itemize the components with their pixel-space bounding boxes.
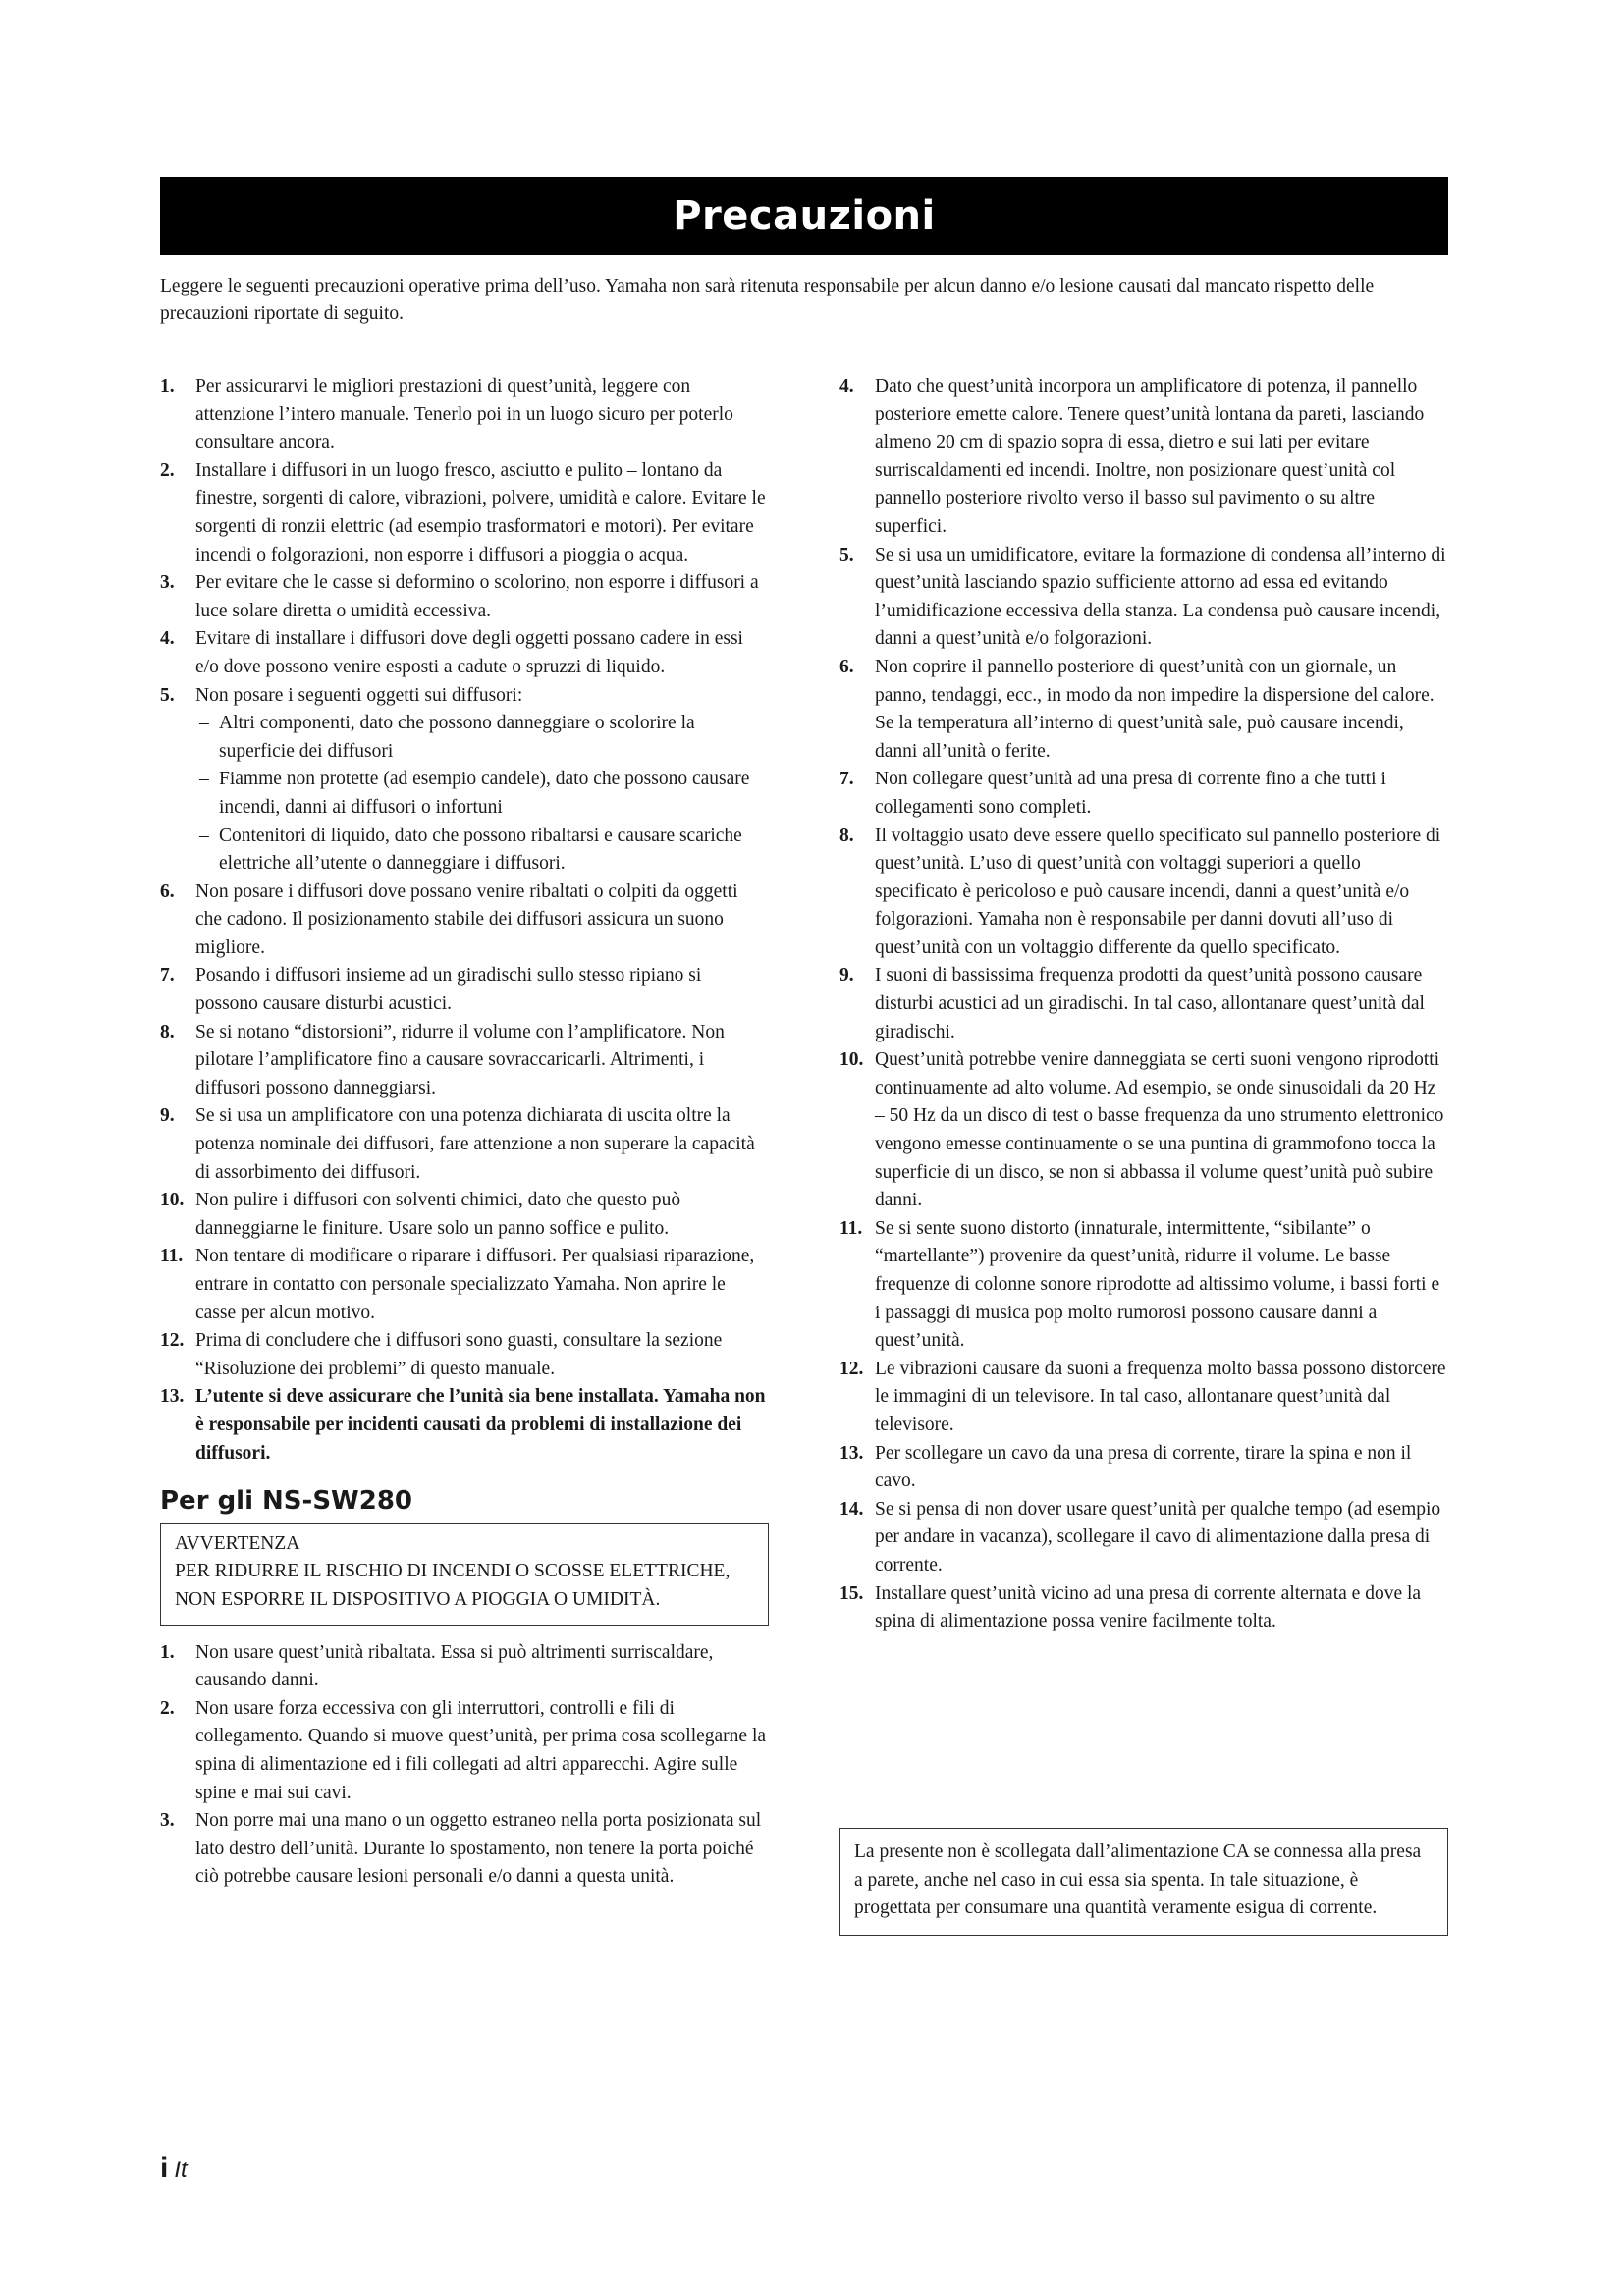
section-list <box>160 1639 769 1892</box>
list-item: 10. Non pulire i diffusori con solventi chimici, dato che questo può danneggiarne le finiture. Usare solo un panno soffice e pulito. <box>160 1190 681 1239</box>
list-item: 3. Per evitare che le casse si deformino o scolorino, non esporre i diffusori a luce solare diretta o umidità eccessiva. <box>160 572 759 621</box>
precautions-list-left <box>160 373 769 1468</box>
page-title: Precauzioni <box>673 193 936 239</box>
list-item: 14. Se si pensa di non dover usare quest’unità per qualche tempo (ad esempio per andare in vacanza), scollegare il cavo di alimentazione dalla presa di corrente. <box>839 1498 1441 1575</box>
list-item: 7. Non collegare quest’unità ad una presa di corrente fino a che tutti i collegamenti sono completi. <box>839 769 1386 818</box>
list-item: 1. Non usare quest’unità ribaltata. Essa si può altrimenti surriscaldare, causando danni. <box>160 1641 714 1691</box>
sub-list-item: – Altri componenti, dato che possono danneggiare o scolorire la superficie dei diffusori <box>199 713 695 762</box>
list-item: 8. Il voltaggio usato deve essere quello specificato sul pannello posteriore di quest’unità. L’uso di quest’unità con voltaggi superiori a quello specificato è pericoloso e può causare incendi, danni a quest’unità e/o folgorazioni. Yamaha non è responsabile per danni dovuti all’uso di quest’unità con un voltaggio differente da quello specificato. <box>839 825 1441 958</box>
list-item: 9. I suoni di bassissima frequenza prodotti da quest’unità possono causare disturbi acustici ad un giradischi. In tal caso, allontanare quest’unità dal giradischi. <box>839 965 1425 1042</box>
sub-list <box>195 710 769 879</box>
notice-box: La presente non è scollegata dall’alimentazione CA se connessa alla presa a parete, anche nel caso in cui essa sia spenta. In tale situazione, è progettata per consumare una quantità veramente esigua di corrente. <box>839 1828 1448 1936</box>
list-item: 12. Le vibrazioni causare da suoni a frequenza molto bassa possono distorcere le immagini di un televisore. In tal caso, allontanare quest’unità dal televisore. <box>839 1358 1446 1435</box>
list-item: 4. Evitare di installare i diffusori dove degli oggetti possano cadere in essi e/o dove possono venire esposti a cadute o spruzzi di liquido. <box>160 628 743 677</box>
right-column <box>839 373 1448 1636</box>
list-item-bold: 13. L’utente si deve assicurare che l’unità sia bene installata. Yamaha non è responsabile per incidenti causati da problemi di installazione dei diffusori. <box>160 1386 766 1464</box>
page-number: i <box>160 2152 169 2184</box>
warning-box <box>160 1523 769 1626</box>
list-item: 10. Quest’unità potrebbe venire danneggiata se certi suoni vengono riprodotti continuamente ad alto volume. Ad esempio, se onde sinusoidali da 20 Hz – 50 Hz da un disco di test o basse frequenza da uno strumento elettronico vengono emesse continuamente o se una puntina di grammofono tocca la superficie di un disco, se non si abbassa il volume quest’unità può subire danni. <box>839 1049 1444 1211</box>
precautions-list-right <box>839 373 1448 1636</box>
language-code: It <box>174 2157 188 2183</box>
list-item: 6. Non coprire il pannello posteriore di quest’unità con un giornale, un panno, tendaggi, ecc., in modo da non impedire la dispersione del calore. Se la temperatura all’interno di quest’unità sale, può causare incendi, danni all’unità o ferite. <box>839 656 1435 762</box>
list-item: 3. Non porre mai una mano o un oggetto estraneo nella porta posizionata sul lato destro dell’unità. Durante lo spostamento, non tenere la porta poiché ciò potrebbe causare lesioni personali e/o danni a questa unità. <box>160 1810 762 1888</box>
list-item: 6. Non posare i diffusori dove possano venire ribaltati o colpiti da oggetti che cadono. Il posizionamento stabile dei diffusori assicura un suono migliore. <box>160 881 738 958</box>
list-item: 8. Se si notano “distorsioni”, ridurre il volume con l’amplificatore. Non pilotare l’amplificatore fino a causare sovraccaricarli. Altrimenti, i diffusori possono danneggiarsi. <box>160 1021 725 1098</box>
list-item: 7. Posando i diffusori insieme ad un giradischi sullo stesso ripiano si possono causare disturbi acustici. <box>160 965 702 1015</box>
warning-text: PER RIDURRE IL RISCHIO DI INCENDI O SCOSSE ELETTRICHE, NON ESPORRE IL DISPOSITIVO A PIOGGIA O UMIDITÀ. <box>175 1561 731 1610</box>
list-item: 11. Se si sente suono distorto (innaturale, intermittente, “sibilante” o “martellante”) provenire da quest’unità, ridurre il volume. Le basse frequenze di colonne sonore riprodotte ad altissimo volume, i bassi forti e i passaggi di musica pop molto rumorosi possono causare danni a quest’unità. <box>839 1217 1440 1352</box>
sub-list-item: – Contenitori di liquido, dato che possono ribaltarsi e causare scariche elettriche all’utente o danneggiare i diffusori. <box>199 825 742 875</box>
list-item: 12. Prima di concludere che i diffusori sono guasti, consultare la sezione “Risoluzione dei problemi” di questo manuale. <box>160 1330 723 1379</box>
list-item: 2. Non usare forza eccessiva con gli interruttori, controlli e fili di collegamento. Quando si muove quest’unità, per prima cosa scollegarne la spina di alimentazione ed i fili collegati ad altri apparecchi. Agire sulle spine e mai sui cavi. <box>160 1697 767 1803</box>
list-item: 5. Se si usa un umidificatore, evitare la formazione di condensa all’interno di quest’unità lasciando spazio sufficiente attorno ad essa ed evitando l’umidificazione eccessiva della stanza. La condensa può causare incendi, danni a quest’unità e/o folgorazioni. <box>839 544 1446 650</box>
list-item: 4. Dato che quest’unità incorpora un amplificatore di potenza, il pannello posteriore emette calore. Tenere quest’unità lontana da pareti, lasciando almeno 20 cm di spazio sopra di essa, dietro e sui lati per evitare surriscaldamenti ed incendi. Inoltre, non posizionare quest’unità col pannello posteriore rivolto verso il basso sul pavimento o su altre superfici. <box>839 376 1425 537</box>
page-title-bar <box>160 177 1448 255</box>
section-title: Per gli NS-SW280 <box>160 1486 413 1517</box>
list-item: 2. Installare i diffusori in un luogo fresco, asciutto e pulito – lontano da finestre, sorgenti di calore, vibrazioni, polvere, umidità e calore. Evitare le sorgenti di ronzii elettric (ad esempio trasformatori e motori). Per evitare incendi o folgorazioni, non esporre i diffusori a pioggia o acqua. <box>160 459 766 565</box>
list-item: 5. Non posare i seguenti oggetti sui diffusori: – Altri componenti, dato che possono danneggiare o scolorire la superficie dei diffusori – Fiamme non protette (ad esempio candele), dato che possono causare incendi, danni ai diffusori o infortuni – Contenitori di liquido, dato che possono ribaltarsi e causare scariche elettriche all’utente o danneggiare i diffusori. <box>160 682 769 879</box>
sub-list-item: – Fiamme non protette (ad esempio candele), dato che possono causare incendi, danni ai diffusori o infortuni <box>199 769 750 818</box>
list-item: 13. Per scollegare un cavo da una presa di corrente, tirare la spina e non il cavo. <box>839 1442 1412 1492</box>
list-item: 15. Installare quest’unità vicino ad una presa di corrente alternata e dove la spina di alimentazione possa venire facilmente tolta. <box>839 1582 1422 1632</box>
intro-paragraph: Leggere le seguenti precauzioni operative prima dell’uso. Yamaha non sarà ritenuta responsabile per alcun danno e/o lesione causati dal mancato rispetto delle precauzioni riportate di seguito. <box>160 276 1375 324</box>
page-footer <box>160 2152 188 2185</box>
list-item: 1. Per assicurarvi le migliori prestazioni di quest’unità, leggere con attenzione l’intero manuale. Tenerlo poi in un luogo sicuro per poterlo consultare ancora. <box>160 376 733 454</box>
warning-title: AVVERTENZA <box>175 1532 300 1554</box>
list-item: 11. Non tentare di modificare o riparare i diffusori. Per qualsiasi riparazione, entrare in contatto con personale specializzato Yamaha. Non aprire le casse per alcun motivo. <box>160 1246 755 1323</box>
list-item: 9. Se si usa un amplificatore con una potenza dichiarata di uscita oltre la potenza nominale dei diffusori, fare attenzione a non superare la capacità di assorbimento dei diffusori. <box>160 1105 755 1183</box>
left-column <box>160 373 769 1892</box>
